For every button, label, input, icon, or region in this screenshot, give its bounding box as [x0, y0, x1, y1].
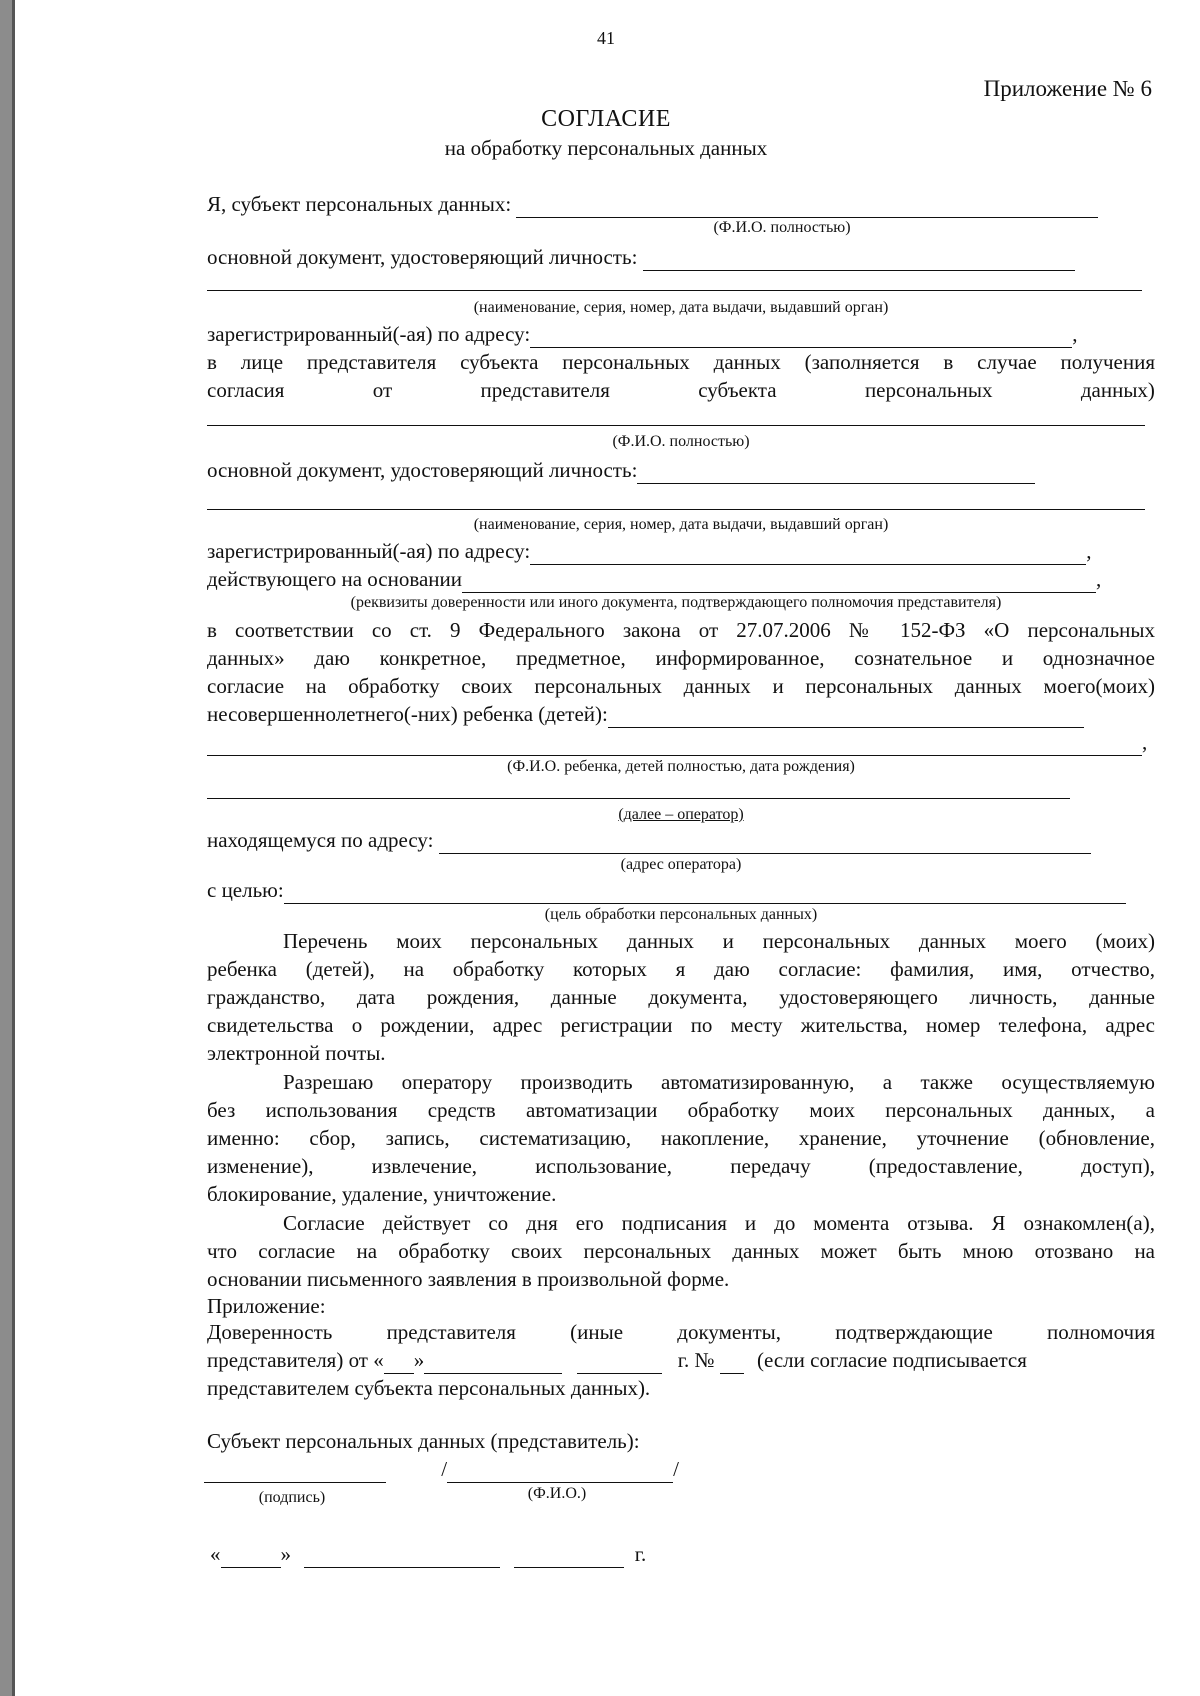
- child-field-continued[interactable]: [207, 735, 1142, 756]
- signature-field[interactable]: [204, 1462, 386, 1483]
- attachment-year-field[interactable]: [577, 1353, 662, 1374]
- basis-line: действующего на основании ,: [207, 567, 1102, 591]
- address-label-2: зарегистрированный(-ая) по адресу:: [207, 539, 531, 563]
- caption-document-2: (наименование, серия, номер, дата выдачи, выдавший орган): [473, 516, 889, 533]
- document-page: [12, 0, 1200, 1696]
- document-subtitle: на обработку персональных данных: [444, 136, 768, 160]
- para1-line-3: гражданство, дата рождения, данные документа, удостоверяющего личность, данные: [207, 985, 1155, 1009]
- operator-address-field[interactable]: [439, 833, 1091, 854]
- caption-purpose: (цель обработки персональных данных): [544, 906, 818, 923]
- para1-line-5: электронной почты.: [207, 1041, 386, 1065]
- date-open-quote: «: [210, 1542, 221, 1566]
- document-label: основной документ, удостоверяющий личность:: [207, 245, 638, 269]
- caption-fio: (Ф.И.О. полностью): [713, 219, 851, 236]
- attachment-line-3: представителем субъекта персональных данных).: [207, 1376, 651, 1400]
- attachment-note: (если согласие подписывается: [757, 1348, 1027, 1372]
- date-month-field[interactable]: [304, 1547, 500, 1568]
- operator-address-line: [207, 826, 1155, 854]
- para3-line-1: Согласие действует со дня его подписания и до момента отзыва. Я ознакомлен(а),: [283, 1211, 1155, 1235]
- word: согласия: [207, 378, 285, 402]
- caption-document: (наименование, серия, номер, дата выдачи, выдавший орган): [473, 299, 889, 316]
- caption-sign-fio: (Ф.И.О.): [527, 1485, 587, 1502]
- purpose-field[interactable]: [284, 883, 1126, 904]
- basis-field[interactable]: [462, 572, 1096, 593]
- para2-line-4: изменение), извлечение, использование, передачу (предоставление, доступ),: [207, 1154, 1155, 1178]
- para2-line-2: без использования средств автоматизации обработку моих персональных данных, а: [207, 1098, 1155, 1122]
- word: от: [372, 378, 393, 402]
- para2-line-1: Разрешаю оператору производить автоматизированную, а также осуществляемую: [283, 1070, 1155, 1094]
- attachment-quote: »: [413, 1348, 425, 1372]
- document-field-2-continued[interactable]: [207, 509, 1145, 510]
- law-line-1: в соответствии со ст. 9 Федерального закона от 27.07.2006 № 152-ФЗ «О персональных: [207, 618, 1155, 642]
- document-line: [207, 243, 1155, 271]
- basis-label: действующего на основании: [207, 567, 463, 591]
- address-field-2[interactable]: [530, 544, 1086, 565]
- signer-label: Субъект персональных данных (представитель):: [207, 1429, 640, 1453]
- address-line-2: зарегистрированный(-ая) по адресу: ,: [207, 539, 1092, 563]
- para3-line-2: что согласие на обработку своих персональных данных может быть мною отозвано на: [207, 1239, 1155, 1263]
- scan-border: [12, 0, 15, 1696]
- para1-line-4: свидетельства о рождении, адрес регистрации по месту жительства, номер телефона, адрес: [207, 1013, 1155, 1037]
- caption-operator: (далее – оператор): [618, 806, 744, 823]
- date-year-suffix: г.: [634, 1542, 647, 1566]
- caption-signature: (подпись): [258, 1489, 326, 1506]
- attachment-day-field[interactable]: [384, 1353, 414, 1374]
- address-line: зарегистрированный(-ая) по адресу: ,: [207, 322, 1078, 346]
- document-field-2[interactable]: [637, 463, 1035, 484]
- signer-fio-field[interactable]: [447, 1462, 673, 1483]
- attachment-line-2: [207, 1346, 1155, 1374]
- attachment-month-field[interactable]: [424, 1353, 562, 1374]
- para2-line-5: блокирование, удаление, уничтожение.: [207, 1182, 557, 1206]
- attachment-number-field[interactable]: [720, 1353, 744, 1374]
- date-day-field[interactable]: [221, 1547, 281, 1568]
- caption-child: (Ф.И.О. ребенка, детей полностью, дата рождения): [507, 758, 855, 775]
- representative-fio-field[interactable]: [207, 425, 1145, 426]
- representative-line-2: [207, 376, 1155, 404]
- child-line-2: ,: [207, 728, 1155, 756]
- document-title: СОГЛАСИЕ: [541, 106, 671, 132]
- page-number: 41: [597, 28, 615, 48]
- slash-open: /: [441, 1457, 448, 1481]
- para3-line-3: основании письменного заявления в произвольной форме.: [207, 1267, 730, 1291]
- para1-line-1: Перечень моих персональных данных и персональных данных моего (моих): [283, 929, 1155, 953]
- operator-address-label: находящемуся по адресу:: [207, 828, 434, 852]
- address-label: зарегистрированный(-ая) по адресу:: [207, 322, 531, 346]
- attachment-line-1: Доверенность представителя (иные документы, подтверждающие полномочия: [207, 1320, 1155, 1344]
- word: данных): [1080, 378, 1155, 402]
- document-field[interactable]: [643, 250, 1075, 271]
- representative-line: в лице представителя субъекта персональных данных (заполняется в случае получения: [207, 350, 1155, 374]
- purpose-line: [207, 876, 1155, 904]
- caption-operator-address: (адрес оператора): [620, 856, 742, 873]
- address-field[interactable]: [530, 327, 1072, 348]
- document-line-2: [207, 456, 1155, 484]
- subject-fio-field[interactable]: [516, 197, 1098, 218]
- word: персональных: [864, 378, 993, 402]
- subject-label: Я, субъект персональных данных:: [207, 192, 512, 216]
- word: субъекта: [698, 378, 777, 402]
- child-line: [207, 700, 1155, 728]
- word: представителя: [480, 378, 610, 402]
- subject-line: [207, 190, 1155, 218]
- attachment-from: представителя) от «: [207, 1348, 384, 1372]
- caption-fio-2: (Ф.И.О. полностью): [612, 433, 750, 450]
- document-field-continued[interactable]: [207, 290, 1142, 291]
- operator-name-field[interactable]: [207, 798, 1070, 799]
- attachment-number-label: г. №: [677, 1348, 715, 1372]
- law-line-3: согласие на обработку своих персональных данных и персональных данных моего(моих): [207, 674, 1155, 698]
- date-line: [210, 1540, 1158, 1568]
- child-field[interactable]: [608, 707, 1084, 728]
- para1-line-2: ребенка (детей), на обработку которых я даю согласие: фамилия, имя, отчество,: [207, 957, 1155, 981]
- appendix-label: Приложение № 6: [983, 76, 1152, 101]
- signature-line: [204, 1455, 1152, 1483]
- date-year-field[interactable]: [514, 1547, 624, 1568]
- purpose-label: с целью:: [207, 878, 284, 902]
- date-close-quote: »: [280, 1542, 291, 1566]
- caption-basis: (реквизиты доверенности или иного документа, подтверждающего полномочия представителя): [350, 594, 1002, 611]
- para2-line-3: именно: сбор, запись, систематизацию, накопление, хранение, уточнение (обновление,: [207, 1126, 1155, 1150]
- child-label: несовершеннолетнего(-них) ребенка (детей):: [207, 702, 608, 726]
- document-label-2: основной документ, удостоверяющий личность:: [207, 458, 638, 482]
- attachment-label: Приложение:: [207, 1294, 326, 1318]
- slash-close: /: [673, 1457, 679, 1481]
- law-line-2: данных» даю конкретное, предметное, информированное, сознательное и однозначное: [207, 646, 1155, 670]
